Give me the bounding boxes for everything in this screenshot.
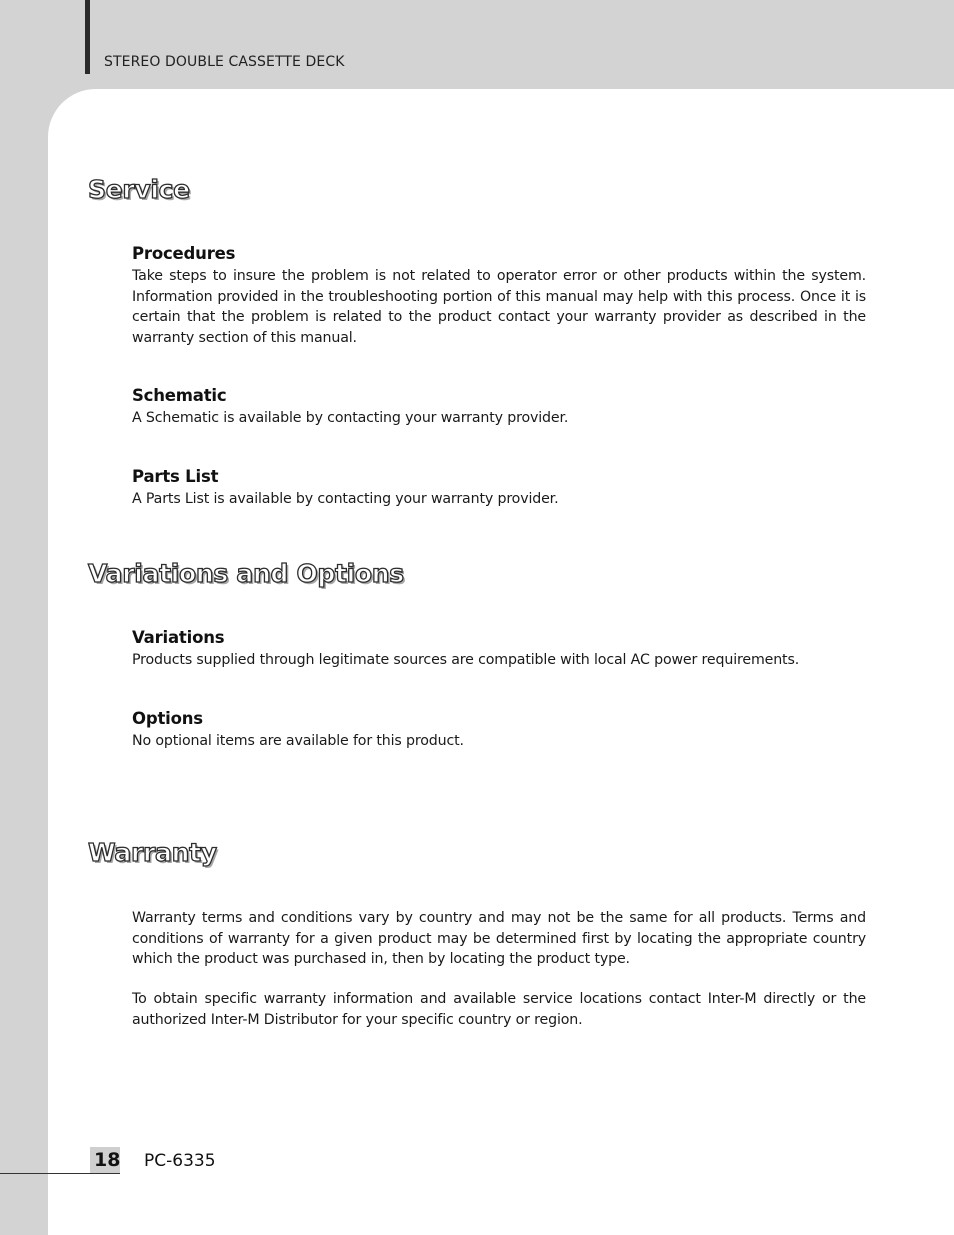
options-text: No optional items are available for this product. <box>132 733 464 749</box>
page-number: 18 <box>94 1149 121 1171</box>
schematic-text: A Schematic is available by contacting your warranty provider. <box>132 410 569 426</box>
procedures-title: Procedures <box>132 244 236 263</box>
parts-list-title: Parts List <box>132 467 219 486</box>
warranty-paragraph-1-block <box>132 908 866 970</box>
parts-list-block <box>132 467 866 510</box>
warranty-paragraph-2-block <box>132 989 866 1030</box>
parts-list-text: A Parts List is available by contacting your warranty provider. <box>132 491 559 507</box>
options-block <box>132 709 866 752</box>
warranty-paragraph-1: Warranty terms and conditions vary by country and may not be the same for all products. Terms and conditions of warranty for a given product may be determined first by locating the appropriate country which the product was purchased in, then by locating the product type. <box>132 910 866 967</box>
procedures-text: Take steps to insure the problem is not related to operator error or other products within the system. Information provided in the troubleshooting portion of this manual may help with this process. Once it is certain that the problem is related to the product contact your warranty provider as described in the warranty section of this manual. <box>132 268 866 346</box>
procedures-block <box>132 244 866 348</box>
header-title: STEREO DOUBLE CASSETTE DECK <box>104 54 345 70</box>
model-number: PC-6335 <box>144 1151 216 1171</box>
header-rule <box>85 0 90 74</box>
footer-rule <box>0 1173 120 1174</box>
warranty-heading: Warranty <box>88 838 217 867</box>
schematic-block <box>132 386 866 429</box>
service-heading: Service <box>88 175 190 204</box>
warranty-paragraph-2: To obtain specific warranty information and available service locations contact Inter-M directly or the authorized Inter-M Distributor for your specific country or region. <box>132 991 866 1028</box>
options-title: Options <box>132 709 203 728</box>
variations-block <box>132 628 866 671</box>
variations-text: Products supplied through legitimate sources are compatible with local AC power requirements. <box>132 652 800 668</box>
schematic-title: Schematic <box>132 386 227 405</box>
variations-options-heading: Variations and Options <box>88 559 404 588</box>
variations-title: Variations <box>132 628 225 647</box>
